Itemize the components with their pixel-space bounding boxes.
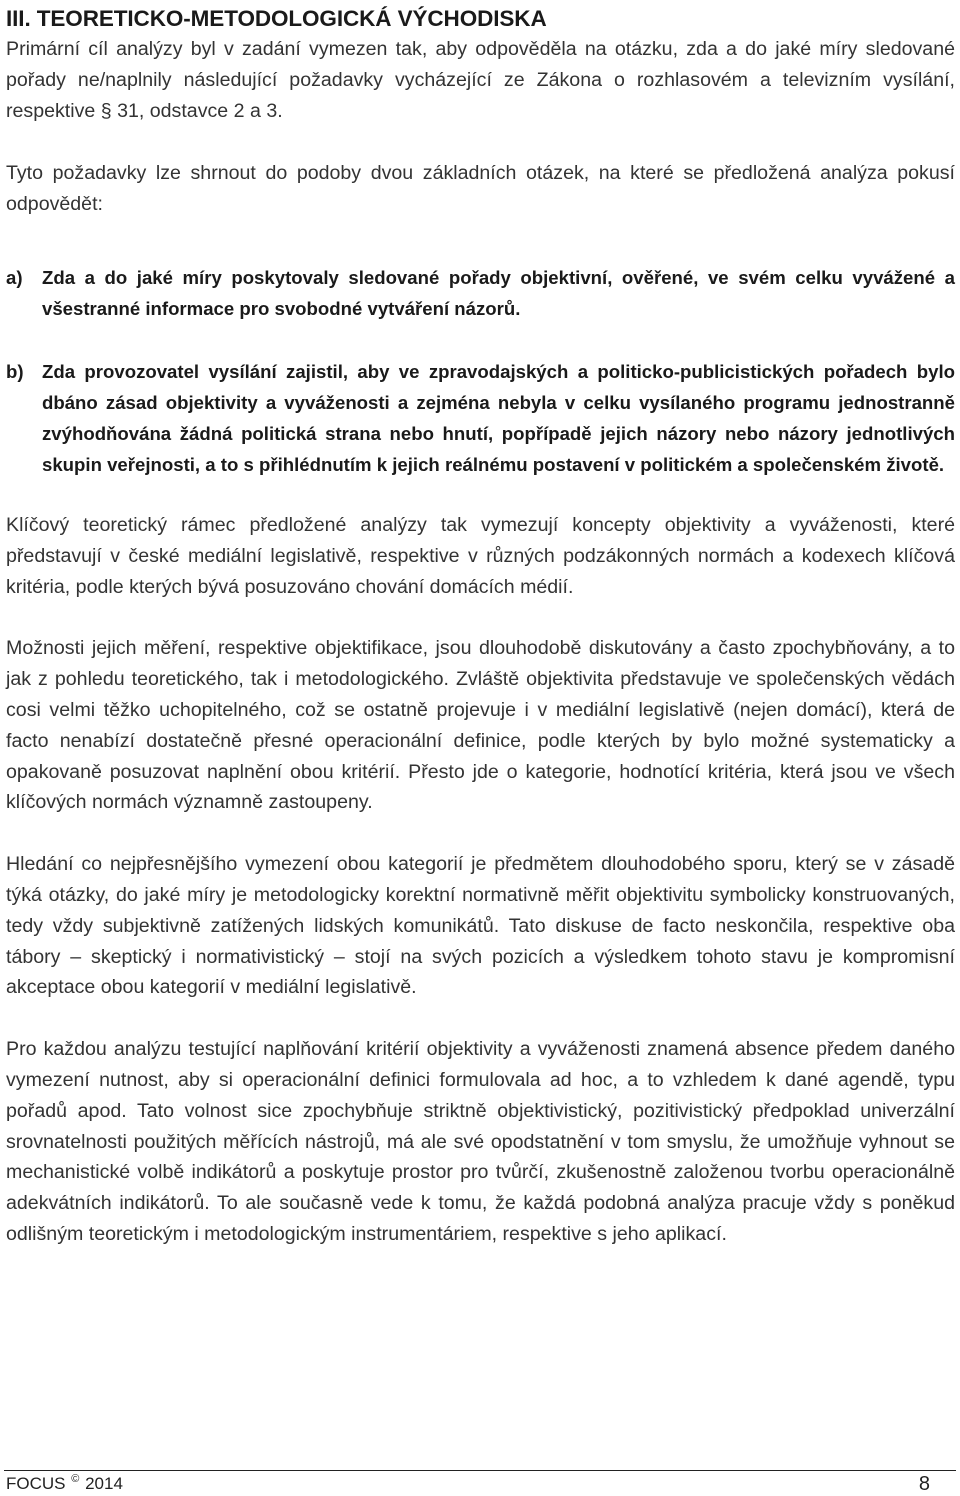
body-paragraph-3: Hledání co nejpřesnějšího vymezení obou kategorií je předmětem dlouhodobého sporu, který se v zásadě týká otázky, do jaké míry je metodologicky korektní normativně měřit objektivitu symbolicky konstruovaných, tedy vždy subjektivně zatížených lidských komunikátů. Tato diskuse de facto neskončila, respektive oba tábory – skeptický i normativistický – stojí na svých pozicích a výsledkem tohoto stavu je kompromisní akceptace obou kategorií v mediální legislativě.: [6, 853, 955, 999]
page-number: 8: [918, 1473, 930, 1495]
footer-year: 2014: [85, 1474, 123, 1493]
question-marker: a): [6, 266, 23, 288]
intro-paragraph: Primární cíl analýzy byl v zadání vymezen tak, aby odpověděla na otázku, zda a do jaké míry sledované pořady ne/naplnily následující požadavky vycházející ze Zákona o rozhlasovém a televizním vysílání, respektive § 31, odstavce 2 a 3.: [6, 38, 955, 122]
copyright-icon: ©: [71, 1473, 80, 1485]
section-heading: III. TEORETICKO-METODOLOGICKÁ VÝCHODISKA: [6, 6, 547, 31]
question-text: Zda provozovatel vysílání zajistil, aby ve zpravodajských a politicko-publicistických pořadech bylo dbáno zásad objektivity a vyváženosti a zejména nebyla v celku vysílaného programu jednostranně zvýhodňována žádná politická strana nebo hnutí, popřípadě jejich názory nebo názory jednotlivých skupin veřejnosti, a to s přihlédnutím k jejich reálnému postavení v politickém a společenském životě.: [42, 360, 955, 475]
page-footer: [6, 1474, 930, 1494]
document-page: [6, 0, 955, 1250]
question-b: [6, 356, 955, 480]
body-paragraph-1: Klíčový teoretický rámec předložené analýzy tak vymezují koncepty objektivity a vyváženosti, které představují v české mediální legislativě, respektive v různých podzákonných normách a kodexech klíčová kritéria, podle kterých bývá posuzováno chování domácích médií.: [6, 513, 955, 598]
footer-divider: [4, 1470, 956, 1471]
footer-brand: FOCUS: [6, 1474, 66, 1493]
question-text: Zda a do jaké míry poskytovaly sledované pořady objektivní, ověřené, ve svém celku vyvážené a všestranné informace pro svobodné vytváření názorů.: [42, 266, 955, 319]
body-paragraph-2: Možnosti jejich měření, respektive objektifikace, jsou dlouhodobě diskutovány a často zpochybňovány, a to jak z pohledu teoretického, tak i metodologického. Zvláště objektivita představuje ve společenských vědách cosi velmi těžko uchopitelného, což se ostatně projevuje i v mediální legislativě (nejen domácí), která de facto nenabízí dostatečně přesné operacionální definice, podle kterých by bylo možné systematicky a opakovaně posuzovat naplnění obou kritérií. Přesto jde o kategorie, hodnotící kritéria, která jsou ve všech klíčových normách významně zastoupeny.: [6, 637, 955, 814]
summary-paragraph: Tyto požadavky lze shrnout do podoby dvou základních otázek, na které se předložená analýza pokusí odpovědět:: [6, 162, 955, 216]
question-a: [6, 262, 955, 324]
body-paragraph-4: Pro každou analýzu testující naplňování kritérií objektivity a vyváženosti znamená absence předem daného vymezení nutnost, aby si operacionální definici formulovala ad hoc, a to vzhledem k dané agendě, typu pořadů apod. Tato volnost sice zpochybňuje striktně objektivistický, pozitivistický předpoklad univerzální srovnatelnosti použitých měřících nástrojů, má ale své opodstatnění v tom smyslu, že umožňuje vyhnout se mechanistické volbě indikátorů a poskytuje prostor pro tvůrčí, zkušenostně založenou tvorbu operacionálně adekvátních indikátorů. To ale současně vede k tomu, že každá podobná analýza pracuje vždy s poněkud odlišným teoretickým i metodologickým instrumentáriem, respektive s jeho aplikací.: [6, 1038, 955, 1245]
question-marker: b): [6, 360, 24, 382]
footer-label: [6, 1473, 123, 1494]
